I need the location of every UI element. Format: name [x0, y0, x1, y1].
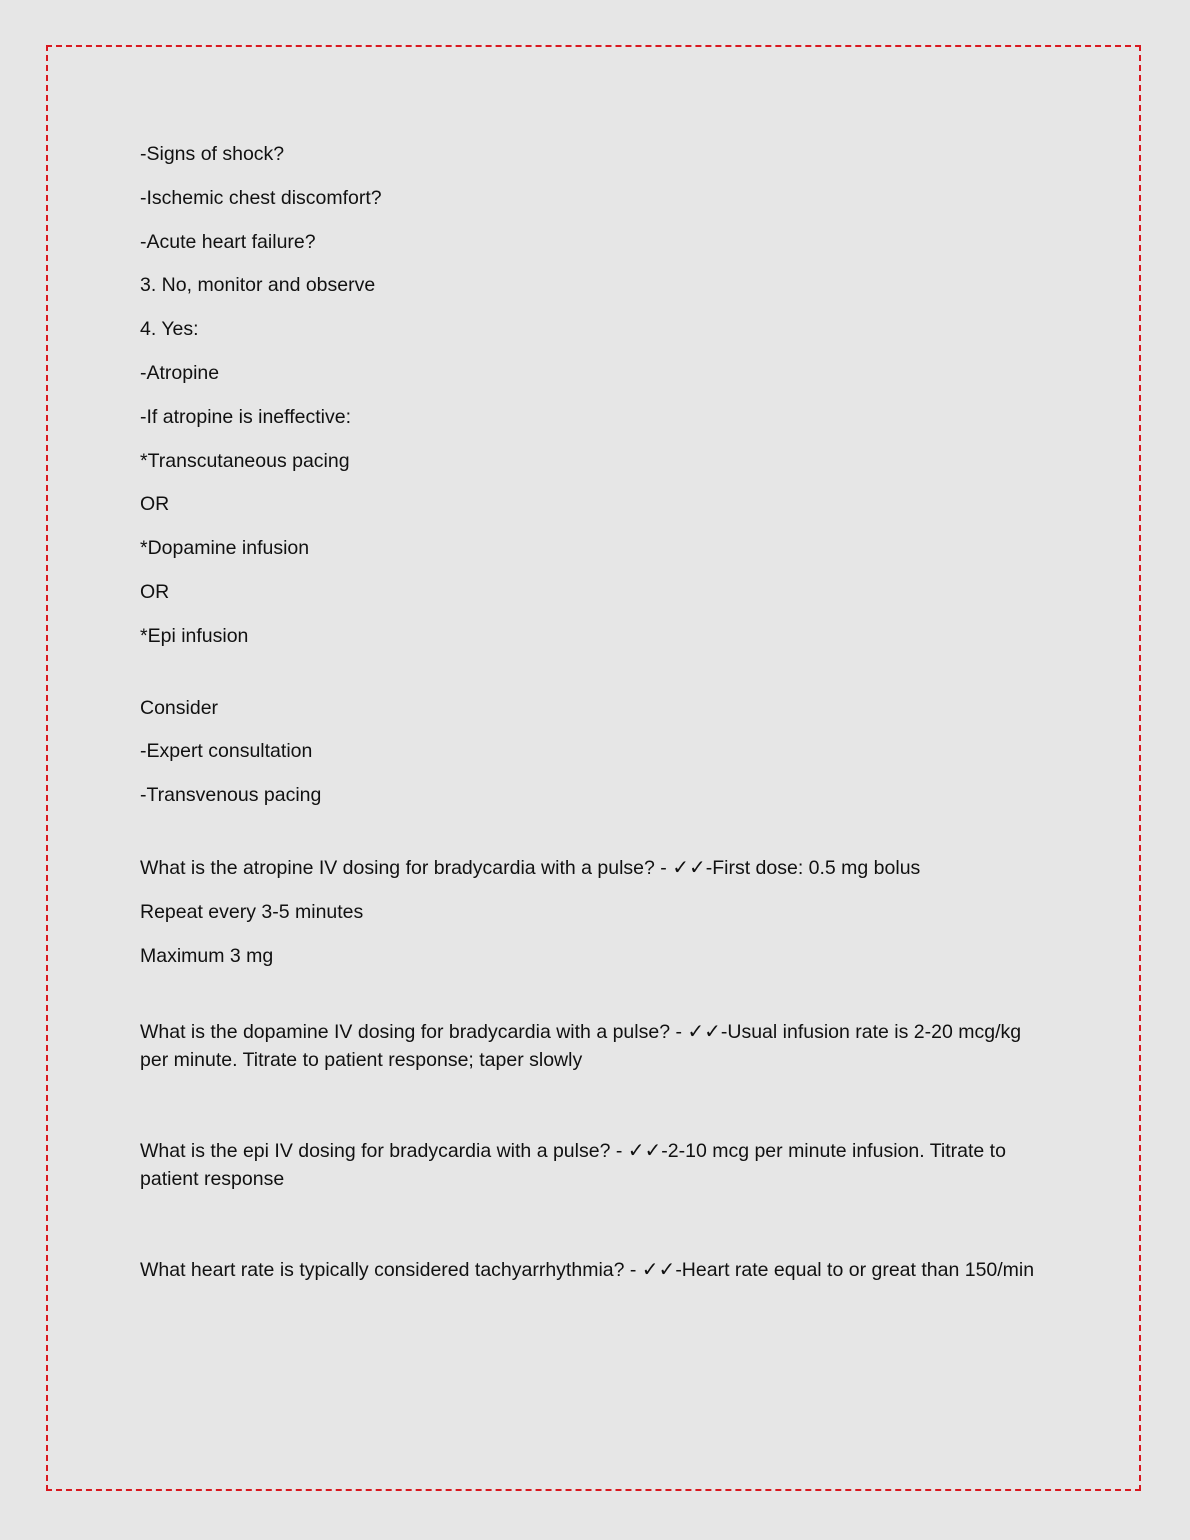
question-text: What is the epi IV dosing for bradycardia with a pulse? -	[140, 1140, 628, 1163]
list-item: -Signs of shock?	[140, 143, 285, 165]
question-text: What is the dopamine IV dosing for bradycardia with a pulse? -	[140, 1021, 688, 1044]
list-item: 3. No, monitor and observe	[140, 274, 376, 297]
double-check-icon: ✓✓	[672, 854, 706, 879]
qa-atropine	[140, 853, 1040, 882]
question-text: What heart rate is typically considered tachyarrhythmia? -	[140, 1259, 642, 1282]
list-item: OR	[140, 580, 170, 603]
answer-text: -2-10 mcg per minute infusion. Titrate to patient response	[140, 1140, 1006, 1191]
list-item: *Dopamine infusion	[140, 537, 310, 560]
qa-epi	[140, 1136, 1040, 1193]
answer-text: -Usual infusion rate is 2-20 mcg/kg per minute. Titrate to patient response; taper slowly	[140, 1021, 1022, 1072]
answer-text: -Heart rate equal to or great than 150/min	[675, 1259, 1035, 1282]
document-body	[140, 140, 1040, 1284]
double-check-icon: ✓✓	[687, 1019, 721, 1044]
list-item: OR	[140, 493, 170, 516]
double-check-icon: ✓✓	[641, 1257, 676, 1282]
consider-heading: Consider	[140, 696, 219, 719]
list-item: -Atropine	[140, 361, 220, 384]
qa-tachyarrhythmia	[140, 1255, 1040, 1284]
list-item: *Transcutaneous pacing	[140, 449, 350, 472]
answer-text: -First dose: 0.5 mg bolus	[705, 856, 921, 879]
answer-line: Maximum 3 mg	[140, 944, 274, 967]
double-check-icon: ✓✓	[627, 1138, 662, 1163]
list-item: -Transvenous pacing	[140, 784, 322, 807]
list-item: -Ischemic chest discomfort?	[140, 186, 382, 209]
list-item: -Acute heart failure?	[140, 230, 316, 253]
list-item: 4. Yes:	[140, 318, 199, 341]
question-text: What is the atropine IV dosing for bradycardia with a pulse? -	[140, 856, 673, 879]
list-item: -If atropine is ineffective:	[140, 405, 351, 428]
list-item: -Expert consultation	[140, 740, 313, 763]
list-item: *Epi infusion	[140, 624, 249, 647]
qa-dopamine	[140, 1017, 1040, 1074]
answer-line: Repeat every 3-5 minutes	[140, 900, 364, 923]
